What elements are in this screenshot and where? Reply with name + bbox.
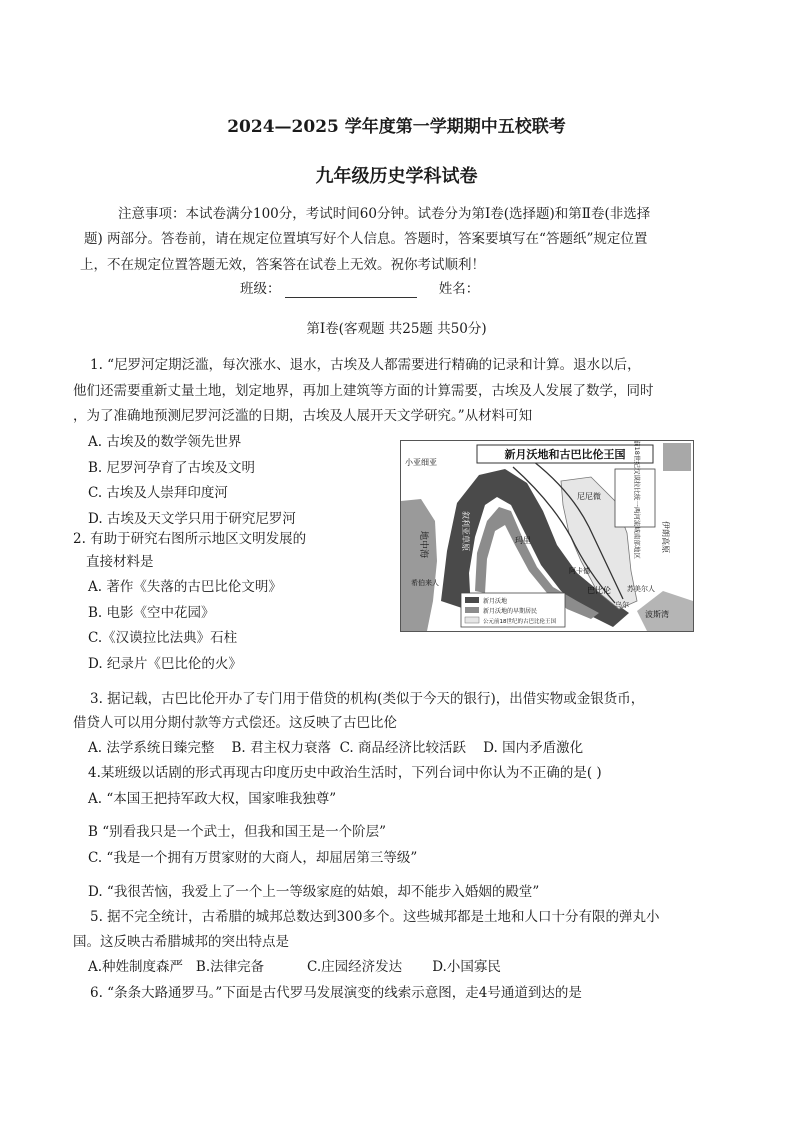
q2-option-b: B. 电影《空中花园》 bbox=[88, 605, 215, 621]
q5-line-1: 5. 据不完全统计，古希腊的城邦总数达到300多个。这些城邦都是土地和人口十分有限的弹丸小 bbox=[90, 909, 660, 925]
legend-3: 公元前18世纪的古巴比伦王国 bbox=[483, 619, 556, 625]
q1-line-1: 1. “尼罗河定期泛滥，每次涨水、退水，古埃及人都需要进行精确的记录和计算。退水以后， bbox=[90, 357, 641, 373]
q1-line-3: ，为了准确地预测尼罗河泛滥的日期，古埃及人展开天文学研究。”从材料可知 bbox=[73, 408, 533, 424]
q4-option-c: C. “我是一个拥有万贯家财的大商人，却屈居第三等级” bbox=[88, 850, 418, 866]
exam-subtitle: 九年级历史学科试卷 bbox=[315, 166, 478, 187]
notice-line-1: 注意事项：本试卷满分100分，考试时间60分钟。试卷分为第Ⅰ卷(选择题)和第Ⅱ卷(非选择 bbox=[118, 206, 651, 222]
legend-2: 新月沃地的早期居民 bbox=[483, 608, 538, 615]
map-graphic bbox=[401, 441, 693, 631]
label-mari: 玛里 bbox=[515, 536, 531, 545]
q5-line-2: 国。这反映古希腊城邦的突出特点是 bbox=[73, 934, 289, 950]
fertile-crescent-map bbox=[400, 440, 694, 632]
class-label: 班级： bbox=[240, 281, 281, 297]
map-note: 公元前18世纪汉谟拉比统一两河流域南部地区 bbox=[633, 441, 641, 559]
q4-option-a: A. “本国王把持军政大权，国家唯我独尊” bbox=[88, 791, 337, 807]
q1-line-2: 他们还需要重新丈量土地，划定地界，再加上建筑等方面的计算需要，古埃及人发展了数学，同时 bbox=[73, 383, 654, 399]
q4-line-1: 4.某班级以话剧的形式再现古印度历史中政治生活时，下列台词中你认为不正确的是( ) bbox=[88, 765, 602, 781]
label-gulf: 波斯湾 bbox=[645, 610, 669, 619]
q5-options: A.种姓制度森严 B.法律完备 C.庄园经济发达 D.小国寡民 bbox=[88, 959, 501, 975]
label-iran-plateau: 伊朗高原 bbox=[661, 521, 670, 553]
q1-option-b: B. 尼罗河孕育了古埃及文明 bbox=[88, 460, 256, 476]
q2-line-1: 2. 有助于研究右图所示地区文明发展的 bbox=[73, 531, 307, 547]
label-nineveh: 尼尼微 bbox=[577, 492, 601, 501]
label-hebrew: 希伯来人 bbox=[411, 579, 439, 587]
exam-title: 2024—2025 学年度第一学期期中五校联考 bbox=[227, 117, 566, 137]
q4-option-d: D. “我很苦恼，我爱上了一个上一等级家庭的姑娘，却不能步入婚姻的殿堂” bbox=[88, 884, 540, 900]
q2-option-c: C.《汉谟拉比法典》石柱 bbox=[88, 630, 238, 646]
name-label: 姓名： bbox=[438, 281, 480, 297]
label-syria: 叙利亚草原 bbox=[461, 511, 470, 551]
q3-options: A. 法学系统日臻完整 B. 君主权力衰落 C. 商品经济比较活跃 D. 国内矛盾激化 bbox=[88, 740, 584, 756]
q2-option-d: D. 纪录片《巴比伦的火》 bbox=[88, 656, 242, 672]
q6-line-1: 6. “条条大路通罗马。”下面是古代罗马发展演变的线索示意图，走4号通道到达的是 bbox=[90, 985, 582, 1001]
class-name-row bbox=[240, 280, 479, 298]
q1-option-a: A. 古埃及的数学领先世界 bbox=[88, 434, 242, 450]
q3-line-2: 借贷人可以用分期付款等方式偿还。这反映了古巴比伦 bbox=[73, 715, 397, 731]
q1-option-c: C. 古埃及人崇拜印度河 bbox=[88, 485, 228, 501]
q2-option-a: A. 著作《失落的古巴比伦文明》 bbox=[88, 579, 282, 595]
q4-option-b: B “别看我只是一个武士，但我和国王是一个阶层” bbox=[88, 824, 387, 840]
q3-line-1: 3. 据记载，古巴比伦开办了专门用于借贷的机构(类似于今天的银行)，出借实物或金银货币， bbox=[90, 691, 645, 707]
label-babylon: 巴比伦 bbox=[587, 586, 611, 595]
notice-line-2: 题) 两部分。答卷前，请在规定位置填写好个人信息。答题时，答案要填写在“答题纸”规定位置 bbox=[84, 231, 648, 247]
label-ur: 乌尔 bbox=[615, 601, 629, 609]
class-blank[interactable] bbox=[285, 283, 417, 298]
label-akkad: 阿卡德 bbox=[569, 567, 590, 575]
section-heading: 第Ⅰ卷(客观题 共25题 共50分) bbox=[306, 321, 487, 337]
q2-line-2: 直接材料是 bbox=[86, 554, 154, 570]
map-title: 新月沃地和古巴比伦王国 bbox=[504, 448, 626, 461]
notice-line-3: 上，不在规定位置答题无效，答案答在试卷上无效。祝你考试顺利！ bbox=[80, 257, 485, 273]
label-mediterranean: 地中海 bbox=[418, 531, 428, 559]
q1-option-d: D. 古埃及天文学只用于研究尼罗河 bbox=[88, 511, 296, 527]
legend-1: 新月沃地 bbox=[483, 598, 508, 605]
label-sumer: 苏美尔人 bbox=[627, 585, 655, 593]
label-asia-minor: 小亚细亚 bbox=[405, 458, 437, 467]
